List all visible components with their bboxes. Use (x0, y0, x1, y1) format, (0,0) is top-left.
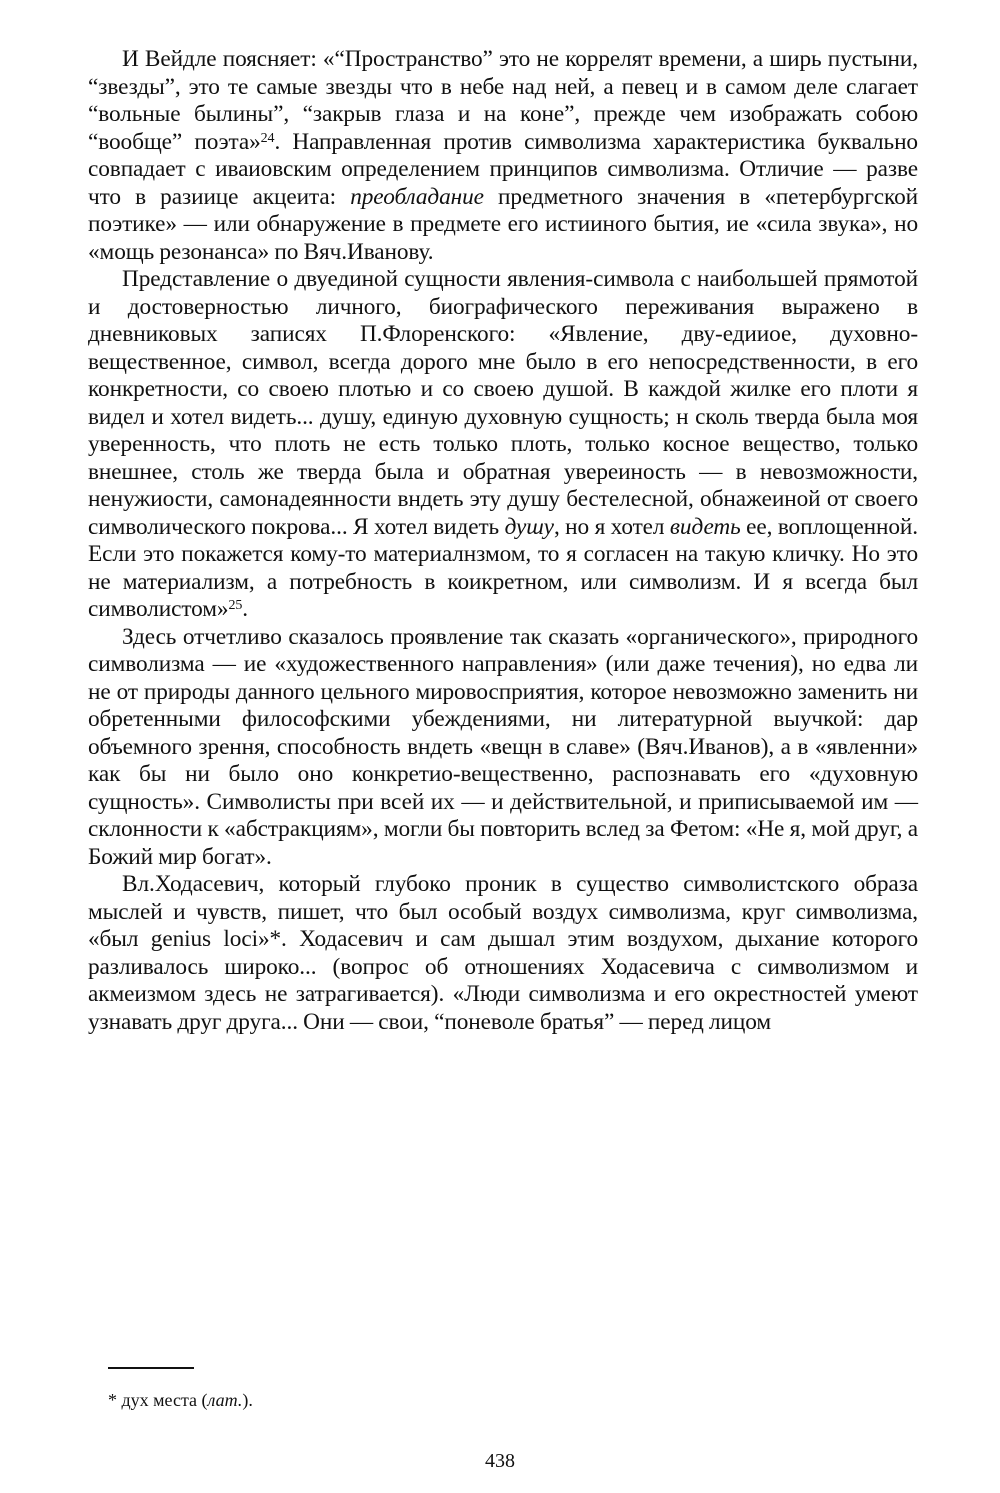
paragraph-4-text: Вл.Ходасевич, который глубоко проник в существо символистского образа мыслей и чувств, пишет, что был особый воздух символизма, круг символизма, «был genius loci»*. Ходасевич и сам дышал этим воздухом, дыхание которого разливалось широко... (вопрос об отношениях Ходасевича с символизмом и акмеизмом здесь не затрагивается). «Люди символизма и его окрестностей умеют узнавать друг друга... Они — свои, “поневоле братья” — перед лицом (88, 871, 918, 1035)
paragraph-2 (88, 266, 918, 624)
footnote-ref-24: 24 (260, 130, 275, 146)
paragraph-1-text-b: . Направленная против символизма характеристика буквально совпадает с иваиовским определением принципов символизма. Отличие — разве что в разиице акцеита: (88, 128, 918, 210)
footnote-ref-25: 25 (228, 598, 243, 613)
footnote-separator (108, 1367, 194, 1369)
paragraph-2-emphasis-1: душу (504, 513, 554, 540)
paragraph-1 (88, 46, 918, 266)
paragraph-3 (88, 624, 918, 872)
paragraph-2-emphasis-2: видеть (669, 513, 741, 540)
paragraph-3-text: Здесь отчетливо сказалось проявление так сказать «органического», природного символизма — ие «художественного направления» (или даже течения), но едва ли не от природы данного цельного мировосприятия, которое невозможно заменить ни обретенными философскими убеждениями, ни литературной выучкой: дар объемного зрення, способность вндеть «вещн в славе» (Вяч.Иванов), а в «явленни» как бы ни было оно конкретио-вещественно, распознавать его «духовную сущность». Символисты при всей их — и действительной, и приписываемой им — склонности к «абстракциям», могли бы повторить вслед за Фетом: «Не я, мой друг, а Божий мир богат». (88, 623, 918, 870)
paragraph-1-text-c: предметного значения в «петербургской поэтике» — или обнаружение в предмете его истииного бытия, ие «сила звука», но «мощь резонанса» по Вяч.Иванову. (88, 183, 918, 265)
paragraph-2-text-a: Представление о двуединой сущности явления-символа с наибольшей прямотой и достоверностью личного, биографического переживания выражено в дневниковых записях П.Флоренского: «Явление, дву-едииое, духовно-вещественное, символ, всегда дорого мне было в его непосредственности, в его конкретности, со своею плотью и со своею душой. В каждой жилке его плоти я видел и хотел видеть... душу, единую духовную сущность; н сколь тверда была моя уверенность, что плоть не есть только плоть, только косное вещество, только внешнее, столь же тверда была и обратная увереиность — в невозможности, ненужиости, самонадеянности вндеть эту душу бестелесной, обнажеиной от своего символического покрова... Я хотел видеть (88, 266, 918, 540)
footnote-emphasis: лат. (207, 1390, 243, 1410)
page-body (88, 46, 918, 1036)
paragraph-2-text-b: , но я хотел (553, 513, 670, 540)
footnote-text-b: ). (242, 1390, 253, 1410)
paragraph-4 (88, 871, 918, 1036)
page-number: 438 (485, 1450, 515, 1472)
paragraph-2-text-c: ее, воплощенной. Если это покажется кому-то материалнзмом, то я согласен на такую кличку. Но это не материализм, а потребность в коикретном, или символизм. И я всегда был символистом» (88, 513, 919, 622)
paragraph-1-text-a: И Вейдле поясняет: «“Пространство” это не коррелят времени, а ширь пустыни, “звезды”, это те самые звезды что в небе над ней, а певец и в самом деле слагает “вольные былины”, “закрыв глаза и на коне”, прежде чем изображать собою “вообще” поэта» (88, 46, 918, 155)
footnote (108, 1388, 253, 1412)
footnote-text-a: * дух места ( (108, 1390, 208, 1410)
paragraph-2-text-d: . (242, 596, 248, 622)
paragraph-1-emphasis: преобладание (350, 183, 484, 210)
